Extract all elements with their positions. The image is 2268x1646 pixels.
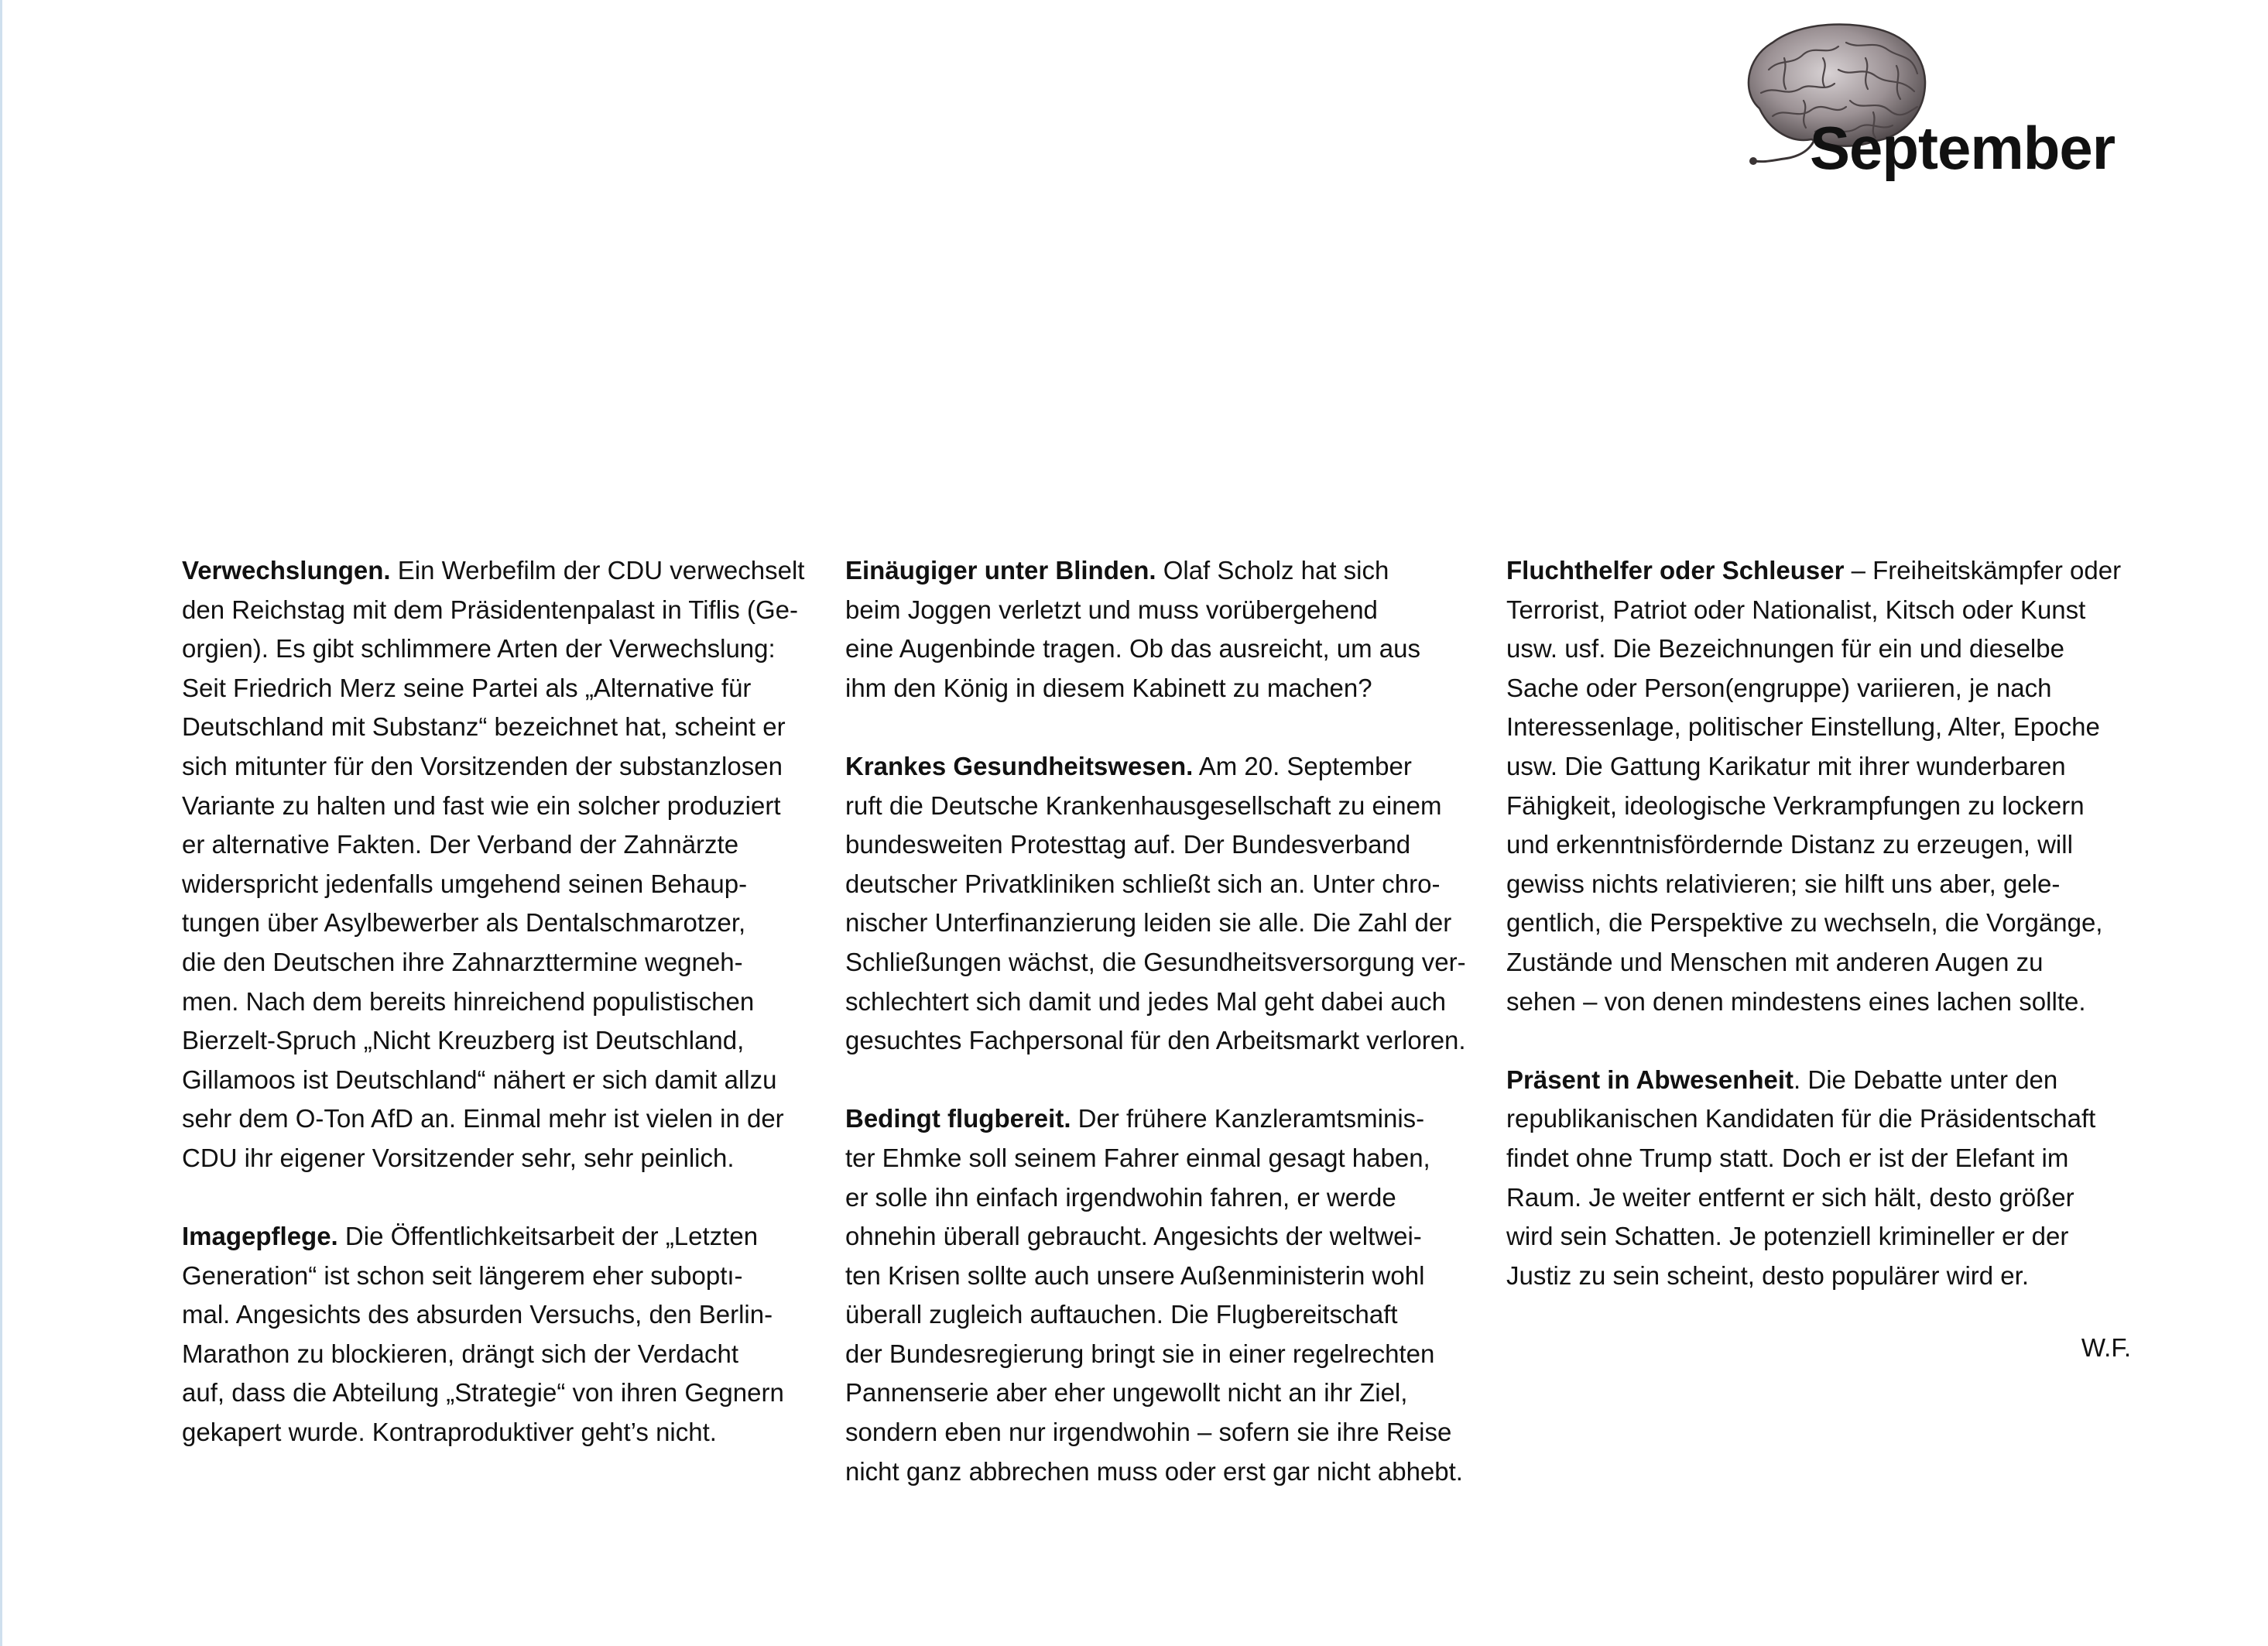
text-line: gesuchtes Fachpersonal für den Arbeitsmarkt verloren. xyxy=(845,1026,1466,1055)
paragraph-fluchthelfer xyxy=(1506,551,2149,1021)
text-line: ruft die Deutsche Krankenhausgesellschaft zu einem xyxy=(845,790,1442,820)
text-line: sich mitunter für den Vorsitzenden der substanzlosen xyxy=(182,751,783,780)
paragraph-gap xyxy=(845,708,1488,747)
paragraph-heading: Verwechslungen. xyxy=(182,556,391,585)
text-run: Der frühere Kanzleramtsminis- xyxy=(1071,1104,1425,1133)
text-line: den Reichstag mit dem Präsidentenpalast in Tiflis (Ge- xyxy=(182,595,799,624)
text-line: sehen – von denen mindestens eines lachen sollte. xyxy=(1506,986,2086,1016)
text-line: der Bundesregierung bringt sie in einer regelrechten xyxy=(845,1339,1435,1368)
text-line: Justiz zu sein scheint, desto populärer wird er. xyxy=(1506,1260,2030,1290)
paragraph-imagepflege xyxy=(182,1217,824,1452)
paragraph-heading: Einäugiger unter Blinden. xyxy=(845,556,1156,585)
paragraph-heading: Bedingt flugbereit. xyxy=(845,1104,1071,1133)
text-line: gentlich, die Perspektive zu wechseln, die Vorgänge, xyxy=(1506,908,2103,938)
paragraph-bedingt-flugbereit xyxy=(845,1099,1488,1491)
text-line: Raum. Je weiter entfernt er sich hält, desto größer xyxy=(1506,1182,2074,1212)
text-line: deutscher Privatkliniken schließt sich an. Unter chro- xyxy=(845,869,1441,898)
text-line: Bierzelt-Spruch „Nicht Kreuzberg ist Deutschland, xyxy=(182,1026,745,1055)
text-line: republikanischen Kandidaten für die Präsidentschaft xyxy=(1506,1104,2096,1133)
text-line: Fähigkeit, ideologische Verkrampfungen zu lockern xyxy=(1506,790,2085,820)
text-line xyxy=(1506,551,2149,591)
text-line xyxy=(845,551,1488,591)
text-line: wird sein Schatten. Je potenziell krimineller er der xyxy=(1506,1222,2069,1251)
text-line xyxy=(182,551,824,591)
text-run: – Freiheitskämpfer oder xyxy=(1844,556,2122,585)
text-line: die den Deutschen ihre Zahnarzttermine wegneh- xyxy=(182,947,743,976)
text-line: er alternative Fakten. Der Verband der Zahnärzte xyxy=(182,830,739,859)
text-line: Marathon zu blockieren, drängt sich der Verdacht xyxy=(182,1339,739,1368)
paragraph-heading: Imagepflege. xyxy=(182,1222,338,1251)
paragraph-heading: Krankes Gesundheitswesen. xyxy=(845,751,1194,780)
text-line: ten Krisen sollte auch unsere Außenministerin wohl xyxy=(845,1260,1425,1290)
text-line: gewiss nichts relativieren; sie hilft uns aber, gele- xyxy=(1506,869,2061,898)
text-line: überall zugleich auftauchen. Die Flugbereitschaft xyxy=(845,1300,1398,1329)
text-line xyxy=(1506,1061,2149,1100)
paragraph-einaeugiger xyxy=(845,551,1488,708)
text-line: Gillamoos ist Deutschland“ nähert er sich damit allzu xyxy=(182,1065,777,1094)
text-column-1 xyxy=(182,551,824,1452)
text-line: und erkenntnisfördernde Distanz zu erzeugen, will xyxy=(1506,830,2073,859)
text-line: mal. Angesichts des absurden Versuchs, den Berlin- xyxy=(182,1300,773,1329)
paragraph-krankes-gesundheitswesen xyxy=(845,747,1488,1061)
paragraph-verwechslungen xyxy=(182,551,824,1178)
text-line: gekapert wurde. Kontraproduktiver geht’s nicht. xyxy=(182,1418,717,1447)
month-title: September xyxy=(1810,114,2116,182)
text-line: sondern eben nur irgendwohin – sofern sie ihre Reise xyxy=(845,1418,1452,1447)
text-line: ihm den König in diesem Kabinett zu machen? xyxy=(845,673,1372,702)
text-line: widerspricht jedenfalls umgehend seinen Behaup- xyxy=(182,869,748,898)
text-line: Zustände und Menschen mit anderen Augen zu xyxy=(1506,947,2044,976)
paragraph-heading: Präsent in Abwesenheit xyxy=(1506,1065,1794,1094)
text-line: schlechtert sich damit und jedes Mal geht dabei auch xyxy=(845,986,1446,1016)
text-line: men. Nach dem bereits hinreichend populistischen xyxy=(182,986,755,1016)
author-signature: W.F. xyxy=(2081,1333,2131,1362)
paragraph-gap xyxy=(845,1061,1488,1100)
text-line: nicht ganz abbrechen muss oder erst gar nicht abhebt. xyxy=(845,1456,1463,1486)
paragraph-praesent xyxy=(1506,1061,2149,1296)
text-line: tungen über Asylbewerber als Dentalschmarotzer, xyxy=(182,908,746,938)
page-edge-line xyxy=(0,0,2,1646)
text-run: Olaf Scholz hat sich xyxy=(1156,556,1389,585)
text-run: Ein Werbefilm der CDU verwechselt xyxy=(390,556,805,585)
text-line: ohnehin überall gebraucht. Angesichts der weltwei- xyxy=(845,1222,1422,1251)
text-line: findet ohne Trump statt. Doch er ist der Elefant im xyxy=(1506,1143,2069,1172)
text-line: Seit Friedrich Merz seine Partei als „Alternative für xyxy=(182,673,752,702)
text-line xyxy=(182,1217,824,1257)
text-line: Pannenserie aber eher ungewollt nicht an ihr Ziel, xyxy=(845,1378,1408,1408)
text-run: . Die Debatte unter den xyxy=(1794,1065,2058,1094)
text-line: er solle ihn einfach irgendwohin fahren, er werde xyxy=(845,1182,1396,1212)
text-column-3 xyxy=(1506,551,2149,1295)
text-line: usw. Die Gattung Karikatur mit ihrer wunderbaren xyxy=(1506,751,2066,780)
text-line: nischer Unterfinanzierung leiden sie alle. Die Zahl der xyxy=(845,908,1452,938)
text-line: bundesweiten Protesttag auf. Der Bundesverband xyxy=(845,830,1411,859)
paragraph-gap xyxy=(1506,1021,2149,1061)
text-line: Sache oder Person(engruppe) variieren, je nach xyxy=(1506,673,2052,702)
text-line: CDU ihr eigener Vorsitzender sehr, sehr peinlich. xyxy=(182,1143,735,1172)
text-line: Variante zu halten und fast wie ein solcher produziert xyxy=(182,790,781,820)
text-column-2 xyxy=(845,551,1488,1491)
text-run: Am 20. September xyxy=(1193,751,1412,780)
text-line: usw. usf. Die Bezeichnungen für ein und dieselbe xyxy=(1506,634,2064,664)
text-line: Generation“ ist schon seit längerem eher suboptı- xyxy=(182,1260,743,1290)
paragraph-heading: Fluchthelfer oder Schleuser xyxy=(1506,556,1845,585)
text-line: beim Joggen verletzt und muss vorübergehend xyxy=(845,595,1378,624)
text-line: sehr dem O-Ton AfD an. Einmal mehr ist vielen in der xyxy=(182,1104,784,1133)
text-run: Die Öffentlichkeitsarbeit der „Letzten xyxy=(337,1222,759,1251)
text-line: ter Ehmke soll seinem Fahrer einmal gesagt haben, xyxy=(845,1143,1430,1172)
text-line xyxy=(845,747,1488,787)
text-line: auf, dass die Abteilung „Strategie“ von ihren Gegnern xyxy=(182,1378,784,1408)
text-line: Terrorist, Patriot oder Nationalist, Kitsch oder Kunst xyxy=(1506,595,2086,624)
text-line: eine Augenbinde tragen. Ob das ausreicht, um aus xyxy=(845,634,1420,664)
text-line: Deutschland mit Substanz“ bezeichnet hat, scheint er xyxy=(182,712,786,742)
paragraph-gap xyxy=(182,1178,824,1218)
text-line: orgien). Es gibt schlimmere Arten der Verwechslung: xyxy=(182,634,776,664)
text-line: Schließungen wächst, die Gesundheitsversorgung ver- xyxy=(845,947,1466,976)
text-line: Interessenlage, politischer Einstellung, Alter, Epoche xyxy=(1506,712,2100,742)
text-line xyxy=(845,1099,1488,1139)
